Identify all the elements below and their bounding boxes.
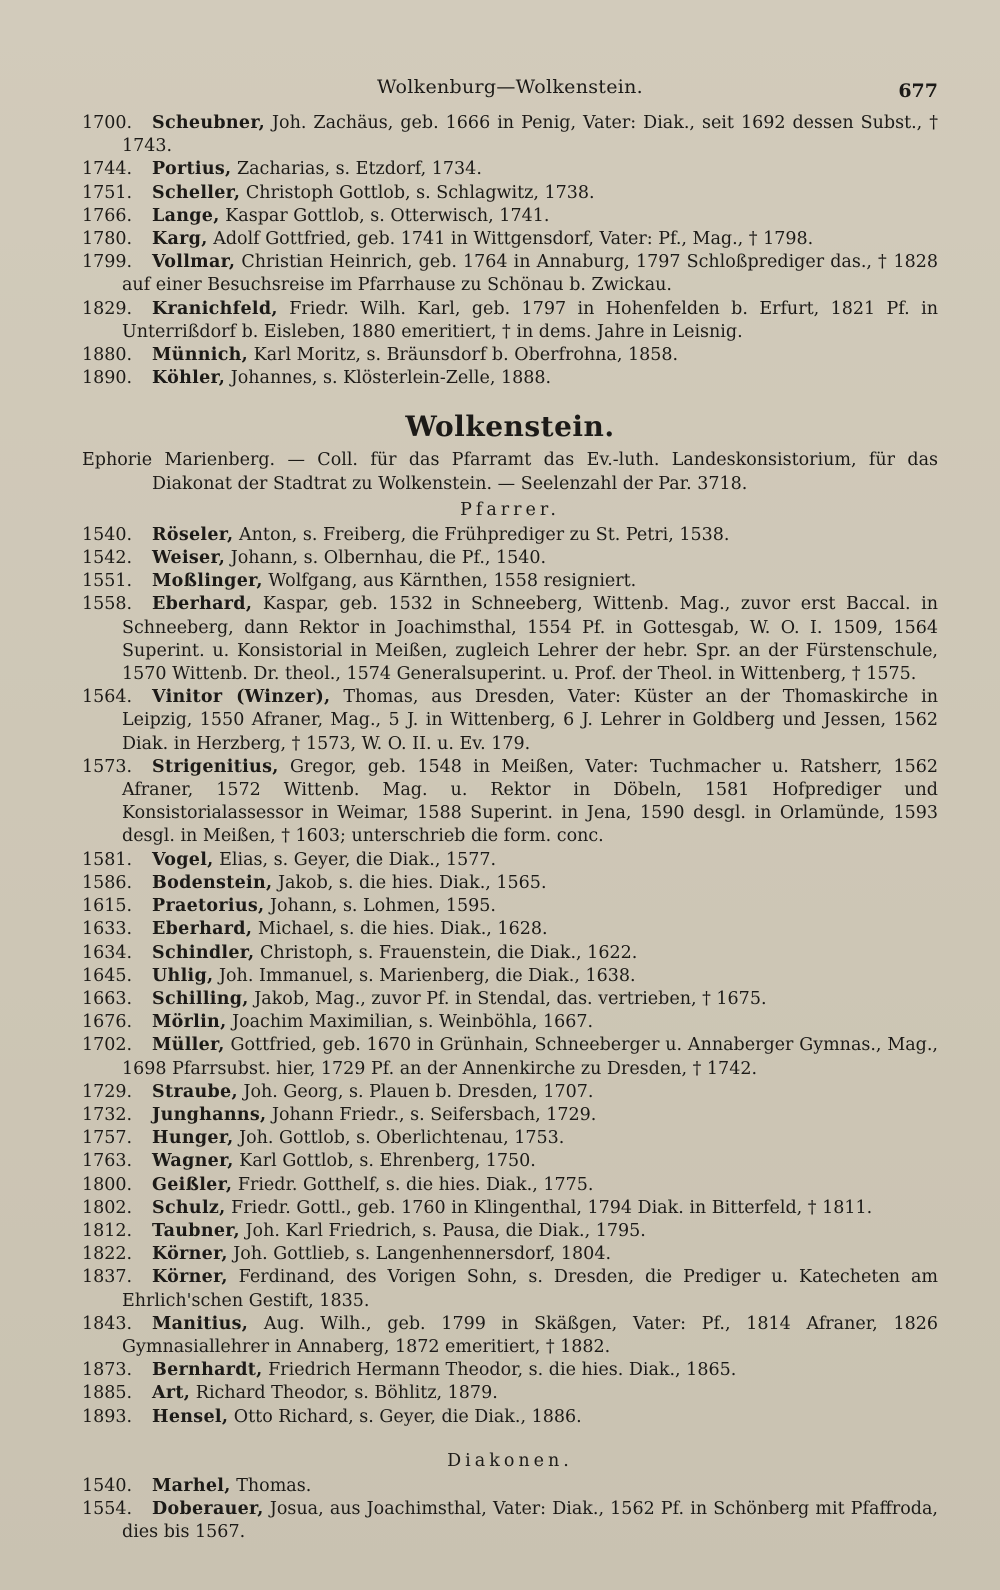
list-item bbox=[82, 1359, 938, 1382]
entry-year: 1812. bbox=[82, 1220, 133, 1241]
list-item bbox=[82, 1127, 938, 1150]
entry-year: 1586. bbox=[82, 872, 133, 893]
entry-year: 1676. bbox=[82, 1012, 133, 1033]
entry-name: Praetorius, bbox=[152, 896, 265, 917]
entry-year: 1615. bbox=[82, 896, 133, 917]
entry-name: Uhlig, bbox=[152, 965, 214, 986]
entry-name: Körner, bbox=[152, 1267, 228, 1288]
entry-text: Karl Gottlob, s. Ehrenberg, 1750. bbox=[239, 1151, 536, 1172]
entry-year: 1634. bbox=[82, 942, 133, 963]
entry-text: Joh. Karl Friedrich, s. Pausa, die Diak., 1795. bbox=[245, 1220, 646, 1241]
list-item bbox=[82, 942, 938, 965]
list-item bbox=[82, 1220, 938, 1243]
entry-text: Joh. Gottlieb, s. Langenhennersdorf, 1804. bbox=[233, 1244, 612, 1265]
list-item bbox=[82, 112, 938, 158]
entry-text: Kaspar, geb. 1532 in Schneeberg, Wittenb. Mag., zuvor erst Baccal. in Schneeberg, dann Rektor in Joachimsthal, 1554 Pf. in Gottesgab, W. O. I. 1509, 1564 Superint. u. Konsistorial in Meißen, zugleich Lehrer der hebr. Spr. an der Fürstenschule, 1570 Wittenb. Dr. theol., 1574 Generalsuperint. u. Prof. der Theol. in Wittenberg, † 1575. bbox=[122, 594, 938, 685]
list-item bbox=[82, 1034, 938, 1080]
entry-year: 1843. bbox=[82, 1313, 133, 1334]
entry-text: Richard Theodor, s. Böhlitz, 1879. bbox=[195, 1383, 498, 1404]
entry-text: Joh. Zachäus, geb. 1666 in Penig, Vater: Diak., seit 1692 dessen Subst., † 1743. bbox=[122, 113, 938, 157]
entry-text: Johannes, s. Klösterlein-Zelle, 1888. bbox=[230, 368, 552, 389]
diakonen-entry-list bbox=[82, 1475, 938, 1545]
list-item bbox=[82, 686, 938, 756]
list-item bbox=[82, 1104, 938, 1127]
entry-year: 1564. bbox=[82, 687, 133, 708]
entry-text: Joh. Georg, s. Plauen b. Dresden, 1707. bbox=[243, 1081, 594, 1102]
entry-name: Münnich, bbox=[152, 345, 249, 366]
entry-name: Kranichfeld, bbox=[152, 298, 278, 319]
entry-year: 1880. bbox=[82, 345, 133, 366]
entry-year: 1751. bbox=[82, 182, 133, 203]
entry-text: Gottfried, geb. 1670 in Grünhain, Schneeberger u. Annaberger Gymnas., Mag., 1698 Pfarrsubst. hier, 1729 Pf. an der Annenkirche zu Dresden, † 1742. bbox=[122, 1035, 938, 1079]
entry-year: 1757. bbox=[82, 1128, 133, 1149]
entry-year: 1890. bbox=[82, 368, 133, 389]
list-item bbox=[82, 918, 938, 941]
entry-name: Doberauer, bbox=[152, 1498, 264, 1519]
list-item bbox=[82, 547, 938, 570]
entry-text: Jakob, Mag., zuvor Pf. in Stendal, das. vertrieben, † 1675. bbox=[254, 988, 767, 1009]
wolkenburg-entry-list bbox=[82, 112, 938, 390]
entry-year: 1800. bbox=[82, 1174, 133, 1195]
entry-name: Schilling, bbox=[152, 988, 249, 1009]
entry-name: Junghanns, bbox=[152, 1104, 267, 1125]
list-item bbox=[82, 251, 938, 297]
entry-text: Zacharias, s. Etzdorf, 1734. bbox=[236, 159, 482, 180]
entry-year: 1700. bbox=[82, 113, 133, 133]
entry-text: Karl Moritz, s. Bräunsdorf b. Oberfrohna, 1858. bbox=[253, 345, 679, 366]
list-item bbox=[82, 1174, 938, 1197]
entry-text: Josua, aus Joachimsthal, Vater: Diak., 1562 Pf. in Schönberg mit Pfaffroda, dies bis 1567. bbox=[122, 1498, 938, 1543]
entry-year: 1822. bbox=[82, 1244, 133, 1265]
list-item bbox=[82, 298, 938, 344]
entry-name: Moßlinger, bbox=[152, 571, 263, 592]
list-item bbox=[82, 1475, 938, 1498]
entry-name: Geißler, bbox=[152, 1174, 233, 1195]
entry-text: Johann Friedr., s. Seifersbach, 1729. bbox=[272, 1104, 597, 1125]
list-item bbox=[82, 756, 938, 849]
entry-name: Schindler, bbox=[152, 942, 255, 963]
entry-name: Art, bbox=[152, 1383, 191, 1404]
entry-year: 1702. bbox=[82, 1035, 133, 1056]
entry-year: 1893. bbox=[82, 1406, 133, 1427]
entry-text: Friedr. Wilh. Karl, geb. 1797 in Hohenfelden b. Erfurt, 1821 Pf. in Unterrißdorf b. Eisleben, 1880 emeritiert, † in dems. Jahre in Leisnig. bbox=[122, 298, 938, 342]
running-head bbox=[82, 72, 938, 112]
entry-name: Scheller, bbox=[152, 182, 241, 203]
entry-text: Jakob, s. die hies. Diak., 1565. bbox=[277, 872, 547, 893]
entry-name: Vollmar, bbox=[152, 252, 236, 273]
entry-name: Eberhard, bbox=[152, 919, 253, 940]
pfarrer-entry-list bbox=[82, 524, 938, 1429]
pfarrer-heading: Pfarrer. bbox=[460, 499, 560, 520]
spacer bbox=[82, 1429, 938, 1447]
list-item bbox=[82, 182, 938, 205]
entry-text: Anton, s. Freiberg, die Frühprediger zu St. Petri, 1538. bbox=[239, 524, 730, 545]
entry-year: 1799. bbox=[82, 252, 133, 273]
list-item bbox=[82, 988, 938, 1011]
entry-name: Eberhard, bbox=[152, 594, 253, 615]
entry-text: Friedr. Gottl., geb. 1760 in Klingenthal, 1794 Diak. in Bitterfeld, † 1811. bbox=[231, 1197, 873, 1218]
list-item bbox=[82, 1406, 938, 1429]
list-item bbox=[82, 593, 938, 686]
entry-year: 1780. bbox=[82, 229, 133, 250]
entry-name: Strigenitius, bbox=[152, 756, 279, 777]
running-title: Wolkenburg—Wolkenstein. bbox=[376, 76, 644, 98]
entry-text: Friedr. Gotthelf, s. die hies. Diak., 1775. bbox=[237, 1174, 594, 1195]
entry-name: Manitius, bbox=[152, 1313, 249, 1334]
list-item bbox=[82, 570, 938, 593]
entry-text: Joh. Gottlob, s. Oberlichtenau, 1753. bbox=[239, 1128, 565, 1149]
entry-name: Vogel, bbox=[152, 849, 214, 870]
entry-text: Friedrich Hermann Theodor, s. die hies. Diak., 1865. bbox=[268, 1360, 737, 1381]
entry-name: Bernhardt, bbox=[152, 1360, 263, 1381]
list-item bbox=[82, 965, 938, 988]
entry-name: Röseler, bbox=[152, 524, 234, 545]
list-item bbox=[82, 872, 938, 895]
entry-year: 1581. bbox=[82, 849, 133, 870]
list-item bbox=[82, 524, 938, 547]
entry-year: 1573. bbox=[82, 756, 133, 777]
list-item bbox=[82, 205, 938, 228]
entry-name: Taubner, bbox=[152, 1220, 240, 1241]
entry-text: Kaspar Gottlob, s. Otterwisch, 1741. bbox=[225, 205, 550, 226]
entry-year: 1837. bbox=[82, 1267, 133, 1288]
entry-text: Johann, s. Lohmen, 1595. bbox=[270, 896, 496, 917]
entry-text: Elias, s. Geyer, die Diak., 1577. bbox=[219, 849, 497, 870]
list-item bbox=[82, 1382, 938, 1405]
list-item bbox=[82, 1266, 938, 1312]
entry-name: Köhler, bbox=[152, 368, 226, 389]
entry-text: Ferdinand, des Vorigen Sohn, s. Dresden, die Prediger u. Katecheten am Ehrlich'schen Gestift, 1835. bbox=[122, 1267, 938, 1311]
entry-text: Aug. Wilh., geb. 1799 in Skäßgen, Vater: Pf., 1814 Afraner, 1826 Gymnasiallehrer in Annaberg, 1872 emeritiert, † 1882. bbox=[122, 1313, 938, 1357]
entry-text: Johann, s. Olbernhau, die Pf., 1540. bbox=[230, 548, 547, 569]
entry-name: Körner, bbox=[152, 1244, 228, 1265]
entry-name: Portius, bbox=[152, 159, 232, 180]
entry-year: 1645. bbox=[82, 965, 133, 986]
list-item bbox=[82, 895, 938, 918]
entry-year: 1551. bbox=[82, 571, 133, 592]
entry-name: Weiser, bbox=[152, 548, 226, 569]
entry-name: Wagner, bbox=[152, 1151, 234, 1172]
entry-year: 1540. bbox=[82, 1475, 133, 1496]
entry-name: Straube, bbox=[152, 1081, 238, 1102]
list-item bbox=[82, 1011, 938, 1034]
entry-year: 1744. bbox=[82, 159, 133, 180]
entry-text: Adolf Gottfried, geb. 1741 in Wittgensdorf, Vater: Pf., Mag., † 1798. bbox=[213, 229, 814, 250]
list-item bbox=[82, 1150, 938, 1173]
list-item bbox=[82, 849, 938, 872]
entry-year: 1766. bbox=[82, 205, 133, 226]
entry-name: Lange, bbox=[152, 205, 220, 226]
entry-name: Schulz, bbox=[152, 1197, 226, 1218]
entry-name: Scheubner, bbox=[152, 113, 266, 133]
list-item bbox=[82, 1498, 938, 1544]
entry-year: 1732. bbox=[82, 1104, 133, 1125]
list-item bbox=[82, 158, 938, 181]
entry-name: Marhel, bbox=[152, 1475, 231, 1496]
entry-text: Joachim Maximilian, s. Weinböhla, 1667. bbox=[232, 1012, 594, 1033]
entry-year: 1729. bbox=[82, 1081, 133, 1102]
page-number: 677 bbox=[898, 80, 938, 102]
entry-year: 1663. bbox=[82, 988, 133, 1009]
entry-name: Hunger, bbox=[152, 1128, 234, 1149]
entry-name: Mörlin, bbox=[152, 1012, 227, 1033]
entry-year: 1633. bbox=[82, 919, 133, 940]
entry-text: Joh. Immanuel, s. Marienberg, die Diak., 1638. bbox=[219, 965, 636, 986]
entry-text: Thomas. bbox=[236, 1475, 312, 1496]
list-item bbox=[82, 1313, 938, 1359]
entry-year: 1554. bbox=[82, 1498, 133, 1519]
entry-text: Christoph, s. Frauenstein, die Diak., 1622. bbox=[260, 942, 638, 963]
entry-text: Thomas, aus Dresden, Vater: Küster an der Thomaskirche in Leipzig, 1550 Afraner, Mag., 5 J. in Wittenberg, 6 J. Lehrer in Goldberg und Jessen, 1562 Diak. in Herzberg, † 1573, W. O. II. u. Ev. 179. bbox=[122, 687, 938, 754]
section-intro: Ephorie Marienberg. — Coll. für das Pfarramt das Ev.-luth. Landeskonsistorium, für das Diakonat der Stadtrat zu Wolkenstein. — Seelenzahl der Par. 3718. bbox=[82, 450, 938, 494]
entry-name: Karg, bbox=[152, 229, 208, 250]
entry-year: 1763. bbox=[82, 1151, 133, 1172]
diakonen-heading: Diakonen. bbox=[447, 1450, 573, 1471]
list-item bbox=[82, 344, 938, 367]
entry-name: Vinitor (Winzer), bbox=[152, 687, 331, 708]
list-item bbox=[82, 1197, 938, 1220]
entry-year: 1802. bbox=[82, 1197, 133, 1218]
entry-text: Christoph Gottlob, s. Schlagwitz, 1738. bbox=[245, 182, 595, 203]
entry-text: Michael, s. die hies. Diak., 1628. bbox=[257, 919, 548, 940]
entry-name: Bodenstein, bbox=[152, 872, 273, 893]
entry-name: Müller, bbox=[152, 1035, 225, 1056]
entry-text: Christian Heinrich, geb. 1764 in Annaburg, 1797 Schloßprediger das., † 1828 auf einer Besuchsreise im Pfarrhause zu Schönau b. Zwickau. bbox=[122, 252, 938, 296]
entry-year: 1542. bbox=[82, 548, 133, 569]
entry-year: 1558. bbox=[82, 594, 133, 615]
entry-year: 1540. bbox=[82, 524, 133, 545]
list-item bbox=[82, 228, 938, 251]
entry-name: Hensel, bbox=[152, 1406, 229, 1427]
entry-text: Otto Richard, s. Geyer, die Diak., 1886. bbox=[233, 1406, 582, 1427]
list-item bbox=[82, 367, 938, 390]
list-item bbox=[82, 1243, 938, 1266]
entry-text: Gregor, geb. 1548 in Meißen, Vater: Tuchmacher u. Ratsherr, 1562 Afraner, 1572 Wittenb. Mag. u. Rektor in Döbeln, 1581 Hofprediger und Konsistorialassessor in Weimar, 1588 Superint. in Jena, 1590 desgl. in Orlamünde, 1593 desgl. in Meißen, † 1603; unterschrieb die form. conc. bbox=[122, 756, 938, 847]
list-item bbox=[82, 1081, 938, 1104]
entry-year: 1873. bbox=[82, 1360, 133, 1381]
entry-text: Wolfgang, aus Kärnthen, 1558 resigniert. bbox=[268, 571, 637, 592]
entry-year: 1885. bbox=[82, 1383, 133, 1404]
section-title: Wolkenstein. bbox=[405, 410, 615, 444]
entry-year: 1829. bbox=[82, 298, 133, 319]
